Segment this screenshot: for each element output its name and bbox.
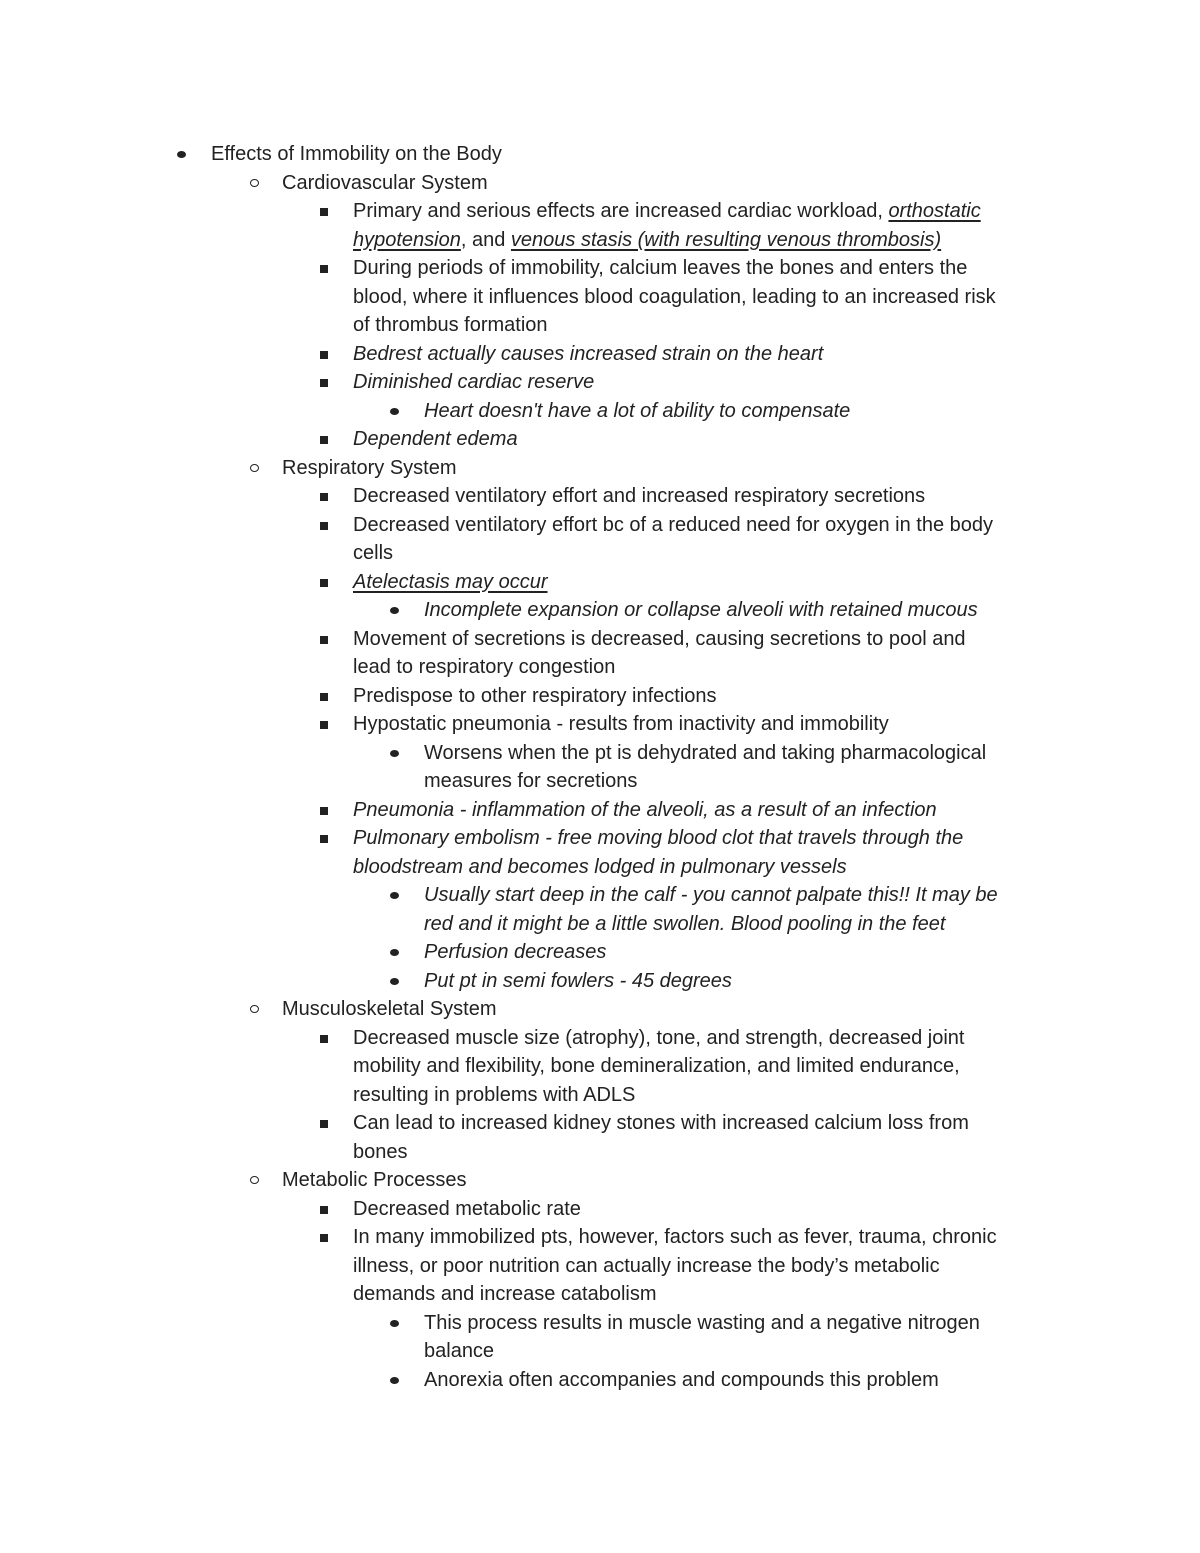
text-segment: Can lead to increased kidney stones with increased calcium loss from (353, 1112, 969, 1134)
list-item (0, 881, 1200, 910)
list-item-text (424, 881, 998, 910)
square-bullet-icon (320, 1035, 328, 1043)
list-item-text (424, 910, 945, 939)
square-bullet-icon (320, 835, 328, 843)
text-segment: Worsens when the pt is dehydrated and taking pharmacological (424, 741, 987, 764)
text-segment: of thrombus formation (353, 314, 548, 336)
square-bullet-icon (320, 636, 328, 644)
list-item (0, 1195, 1200, 1224)
list-item (0, 511, 1200, 540)
list-item-text (424, 767, 637, 796)
square-bullet-icon (320, 807, 328, 815)
list-item-text (353, 1109, 969, 1138)
square-bullet-icon (320, 721, 328, 729)
list-item (0, 1366, 1200, 1395)
list-item-text (353, 796, 937, 825)
list-item-text (282, 1166, 467, 1195)
circle-bullet-icon (250, 1176, 259, 1184)
text-segment: Decreased muscle size (atrophy), tone, and strength, decreased joint (353, 1026, 965, 1049)
circle-bullet-icon (250, 464, 259, 472)
list-item-text (353, 368, 594, 397)
list-item (0, 340, 1200, 369)
list-item-text (353, 1024, 964, 1053)
text-segment: During periods of immobility, calcium leaves the bones and enters the (353, 257, 968, 279)
list-item-text (282, 169, 488, 198)
list-item-text (353, 653, 615, 682)
text-segment: Cardiovascular System (282, 171, 488, 194)
list-item-text (353, 1138, 408, 1167)
square-bullet-icon (320, 693, 328, 701)
text-segment: Hypostatic pneumonia - results from inactivity and immobility (353, 713, 889, 735)
square-bullet-icon (320, 436, 328, 444)
square-bullet-icon (320, 1234, 328, 1242)
circle-bullet-icon (250, 179, 259, 187)
text-segment: Respiratory System (282, 456, 457, 479)
text-segment: Heart doesn't have a lot of ability to compensate (424, 399, 851, 422)
list-item (0, 482, 1200, 511)
text-segment: mobility and flexibility, bone demineralization, and limited endurance, (353, 1055, 960, 1077)
list-item (0, 140, 1200, 169)
list-item-continuation (0, 1252, 1200, 1281)
text-segment: Predispose to other respiratory infections (353, 684, 717, 707)
list-item (0, 425, 1200, 454)
disc-bullet-icon (390, 949, 399, 956)
text-segment: Bedrest actually causes increased strain on the heart (353, 342, 824, 365)
text-segment: Diminished cardiac reserve (353, 371, 595, 393)
text-segment: red and it might be a little swollen. Blood pooling in the feet (424, 912, 946, 935)
text-segment: resulting in problems with ADLS (353, 1083, 636, 1106)
text-segment: demands and increase catabolism (353, 1283, 657, 1305)
underlined-term: Atelectasis may occur (353, 570, 548, 593)
text-segment: Metabolic Processes (282, 1169, 467, 1191)
list-item-text (353, 1052, 960, 1081)
list-item-text (424, 1366, 939, 1395)
square-bullet-icon (320, 208, 328, 216)
list-item-text (353, 311, 548, 340)
list-item (0, 596, 1200, 625)
list-item-continuation (0, 653, 1200, 682)
text-segment: This process results in muscle wasting and a negative nitrogen (424, 1311, 980, 1334)
list-item (0, 197, 1200, 226)
disc-bullet-icon (390, 978, 399, 985)
text-segment: Usually start deep in the calf - you cannot palpate this!! It may be (424, 884, 998, 906)
text-segment: Effects of Immobility on the Body (211, 143, 502, 165)
square-bullet-icon (320, 351, 328, 359)
list-item-text (353, 1081, 635, 1110)
list-item-text (353, 710, 889, 739)
list-item-text (424, 739, 986, 768)
list-item-text (424, 938, 606, 967)
list-item-text (353, 568, 548, 597)
text-segment: In many immobilized pts, however, factors such as fever, trauma, chronic (353, 1226, 997, 1248)
list-item-text (353, 1195, 581, 1224)
underlined-term: venous stasis (with resulting venous thrombosis) (510, 228, 942, 251)
list-item (0, 938, 1200, 967)
list-item-text (353, 1280, 657, 1309)
circle-bullet-icon (250, 1005, 259, 1013)
list-item-continuation (0, 853, 1200, 882)
square-bullet-icon (320, 493, 328, 501)
list-item-continuation (0, 283, 1200, 312)
list-item-text (353, 625, 966, 654)
list-item-text (424, 1337, 494, 1366)
list-item (0, 796, 1200, 825)
list-item-continuation (0, 311, 1200, 340)
text-segment: illness, or poor nutrition can actually increase the body’s metabolic (353, 1254, 940, 1277)
text-segment: balance (424, 1340, 495, 1362)
list-item (0, 967, 1200, 996)
list-item-text (424, 397, 850, 426)
list-item (0, 1309, 1200, 1338)
list-item (0, 397, 1200, 426)
text-segment: , and (460, 228, 511, 251)
text-segment: bloodstream and becomes lodged in pulmonary vessels (353, 855, 847, 878)
list-item-continuation (0, 226, 1200, 255)
disc-bullet-icon (177, 151, 186, 158)
text-segment: blood, where it influences blood coagulation, leading to an increased risk (353, 285, 996, 308)
list-item-text (353, 1252, 940, 1281)
list-item (0, 254, 1200, 283)
list-item (0, 739, 1200, 768)
list-item-text (353, 254, 967, 283)
list-item (0, 1166, 1200, 1195)
list-item (0, 710, 1200, 739)
text-segment: bones (353, 1140, 408, 1163)
square-bullet-icon (320, 1206, 328, 1214)
list-item-continuation (0, 767, 1200, 796)
list-item (0, 169, 1200, 198)
list-item (0, 824, 1200, 853)
list-item-text (353, 1223, 997, 1252)
list-item-text (353, 539, 393, 568)
list-item-text (353, 482, 925, 511)
text-segment: Movement of secretions is decreased, causing secretions to pool and (353, 627, 966, 650)
disc-bullet-icon (390, 607, 399, 614)
text-segment: Pulmonary embolism - free moving blood clot that travels through the (353, 827, 964, 849)
square-bullet-icon (320, 522, 328, 530)
list-item (0, 454, 1200, 483)
list-item-text (211, 140, 502, 169)
list-item (0, 625, 1200, 654)
list-item-text (353, 226, 941, 255)
list-item-text (282, 995, 497, 1024)
disc-bullet-icon (390, 750, 399, 757)
underlined-term: orthostatic (888, 200, 981, 222)
disc-bullet-icon (390, 408, 399, 415)
text-segment: measures for secretions (424, 770, 638, 792)
underlined-term: hypotension (353, 228, 461, 251)
list-item (0, 1223, 1200, 1252)
list-item-continuation (0, 1081, 1200, 1110)
disc-bullet-icon (390, 1320, 399, 1327)
text-segment: Dependent edema (353, 428, 518, 450)
text-segment: Put pt in semi fowlers - 45 degrees (424, 969, 732, 992)
list-item (0, 568, 1200, 597)
list-item-text (353, 283, 996, 312)
square-bullet-icon (320, 265, 328, 273)
square-bullet-icon (320, 1120, 328, 1128)
list-item-continuation (0, 1052, 1200, 1081)
list-item-text (353, 682, 717, 711)
list-item (0, 682, 1200, 711)
list-item-text (424, 596, 978, 625)
text-segment: Perfusion decreases (424, 941, 607, 963)
list-item (0, 1109, 1200, 1138)
list-item-continuation (0, 910, 1200, 939)
list-item-text (353, 197, 981, 226)
text-segment: Musculoskeletal System (282, 998, 497, 1020)
text-segment: Primary and serious effects are increased cardiac workload, (353, 200, 889, 222)
list-item-continuation (0, 1280, 1200, 1309)
disc-bullet-icon (390, 1377, 399, 1384)
list-item-text (353, 340, 823, 369)
list-item-continuation (0, 1337, 1200, 1366)
disc-bullet-icon (390, 892, 399, 899)
list-item (0, 995, 1200, 1024)
list-item-text (424, 1309, 980, 1338)
text-segment: Decreased ventilatory effort and increased respiratory secretions (353, 485, 926, 507)
list-item (0, 1024, 1200, 1053)
list-item-text (353, 853, 847, 882)
list-item-text (282, 454, 457, 483)
text-segment: Incomplete expansion or collapse alveoli with retained mucous (424, 599, 978, 621)
text-segment: cells (353, 542, 394, 564)
text-segment: Anorexia often accompanies and compounds this problem (424, 1368, 939, 1391)
text-segment: Decreased ventilatory effort bc of a reduced need for oxygen in the body (353, 513, 994, 536)
list-item-text (353, 511, 993, 540)
list-item-continuation (0, 539, 1200, 568)
square-bullet-icon (320, 579, 328, 587)
list-item (0, 368, 1200, 397)
list-item-text (424, 967, 732, 996)
text-segment: Pneumonia - inflammation of the alveoli, as a result of an infection (353, 798, 937, 821)
text-segment: lead to respiratory congestion (353, 656, 616, 678)
square-bullet-icon (320, 379, 328, 387)
text-segment: Decreased metabolic rate (353, 1197, 581, 1220)
list-item-text (353, 425, 518, 454)
list-item-continuation (0, 1138, 1200, 1167)
list-item-text (353, 824, 963, 853)
